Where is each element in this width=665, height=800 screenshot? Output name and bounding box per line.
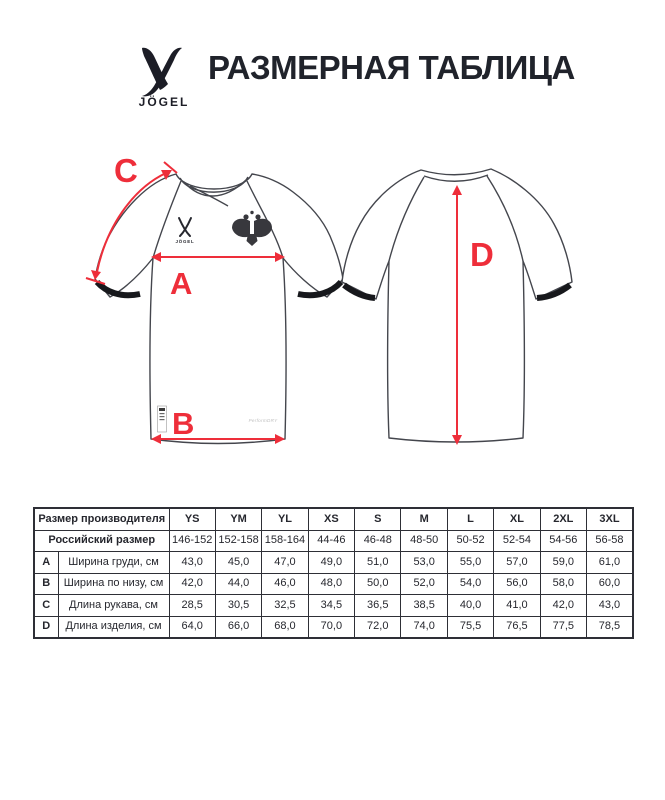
russian-size-value: 44-46 xyxy=(308,530,354,552)
russian-size-value: 50-52 xyxy=(447,530,493,552)
size-col-header: S xyxy=(355,508,401,530)
measure-value: 78,5 xyxy=(587,616,633,638)
measure-value: 54,0 xyxy=(447,573,493,595)
measure-value: 68,0 xyxy=(262,616,308,638)
size-col-header: L xyxy=(447,508,493,530)
russian-size-value: 48-50 xyxy=(401,530,447,552)
measure-value: 49,0 xyxy=(308,552,354,574)
measure-value: 38,5 xyxy=(401,595,447,617)
measure-value: 30,5 xyxy=(215,595,261,617)
measure-letter: B xyxy=(34,573,58,595)
measure-value: 44,0 xyxy=(215,573,261,595)
size-table xyxy=(33,507,634,639)
measure-value: 53,0 xyxy=(401,552,447,574)
russian-size-value: 158-164 xyxy=(262,530,308,552)
measure-name: Ширина по низу, см xyxy=(58,573,169,595)
jogel-wordmark: JÖGEL xyxy=(138,95,190,109)
measure-value: 46,0 xyxy=(262,573,308,595)
russian-size-value: 52-54 xyxy=(494,530,540,552)
size-col-header: YL xyxy=(262,508,308,530)
measure-value: 40,0 xyxy=(447,595,493,617)
measure-value: 48,0 xyxy=(308,573,354,595)
measure-value: 64,0 xyxy=(169,616,215,638)
russian-size-label: Российский размер xyxy=(34,530,169,552)
measure-value: 60,0 xyxy=(587,573,633,595)
measure-value: 57,0 xyxy=(494,552,540,574)
measure-value: 75,5 xyxy=(447,616,493,638)
measure-value: 55,0 xyxy=(447,552,493,574)
size-col-header: 3XL xyxy=(587,508,633,530)
measure-value: 42,0 xyxy=(540,595,586,617)
russian-size-value: 46-48 xyxy=(355,530,401,552)
measure-row-d xyxy=(34,616,633,638)
size-col-header: 2XL xyxy=(540,508,586,530)
measure-name: Длина рукава, см xyxy=(58,595,169,617)
jersey-measure-diagram xyxy=(0,140,665,480)
measure-value: 32,5 xyxy=(262,595,308,617)
measure-value: 41,0 xyxy=(494,595,540,617)
russian-size-value: 152-158 xyxy=(215,530,261,552)
measure-value: 34,5 xyxy=(308,595,354,617)
measure-value: 74,0 xyxy=(401,616,447,638)
russian-size-value: 56-58 xyxy=(587,530,633,552)
size-col-header: M xyxy=(401,508,447,530)
measure-row-b xyxy=(34,573,633,595)
measure-value: 50,0 xyxy=(355,573,401,595)
measure-value: 61,0 xyxy=(587,552,633,574)
measure-value: 52,0 xyxy=(401,573,447,595)
russian-size-value: 146-152 xyxy=(169,530,215,552)
page-title: РАЗМЕРНАЯ ТАБЛИЦА xyxy=(208,49,575,86)
measure-value: 76,5 xyxy=(494,616,540,638)
russian-size-row xyxy=(34,530,633,552)
measure-value: 42,0 xyxy=(169,573,215,595)
producer-size-row xyxy=(34,508,633,530)
measure-letter: D xyxy=(34,616,58,638)
measure-value: 66,0 xyxy=(215,616,261,638)
measure-label-d: D xyxy=(470,236,494,273)
measure-value: 70,0 xyxy=(308,616,354,638)
producer-size-label: Размер производителя xyxy=(34,508,169,530)
front-jersey-outline xyxy=(95,174,343,444)
measure-value: 28,5 xyxy=(169,595,215,617)
measure-value: 51,0 xyxy=(355,552,401,574)
russian-size-value: 54-56 xyxy=(540,530,586,552)
measure-row-c xyxy=(34,595,633,617)
fabric-tech-text: PerformDRY xyxy=(248,418,278,423)
size-col-header: XL xyxy=(494,508,540,530)
measure-row-a xyxy=(34,552,633,574)
size-col-header: YM xyxy=(215,508,261,530)
measure-value: 56,0 xyxy=(494,573,540,595)
measure-letter: C xyxy=(34,595,58,617)
measure-value: 43,0 xyxy=(169,552,215,574)
measure-name: Длина изделия, см xyxy=(58,616,169,638)
measure-label-c: C xyxy=(114,152,138,189)
measure-value: 43,0 xyxy=(587,595,633,617)
measure-letter: A xyxy=(34,552,58,574)
chest-wordmark: JÖGEL xyxy=(175,239,195,244)
measure-value: 77,5 xyxy=(540,616,586,638)
size-col-header: YS xyxy=(169,508,215,530)
size-table-section xyxy=(33,507,634,639)
measure-label-a: A xyxy=(170,266,193,301)
front-jersey-diagram xyxy=(95,174,343,444)
measure-value: 59,0 xyxy=(540,552,586,574)
care-label xyxy=(158,406,167,432)
measure-label-b: B xyxy=(172,406,195,441)
measure-value: 47,0 xyxy=(262,552,308,574)
measure-value: 45,0 xyxy=(215,552,261,574)
measure-value: 36,5 xyxy=(355,595,401,617)
measure-value: 58,0 xyxy=(540,573,586,595)
measure-value: 72,0 xyxy=(355,616,401,638)
measure-name: Ширина груди, см xyxy=(58,552,169,574)
size-col-header: XS xyxy=(308,508,354,530)
